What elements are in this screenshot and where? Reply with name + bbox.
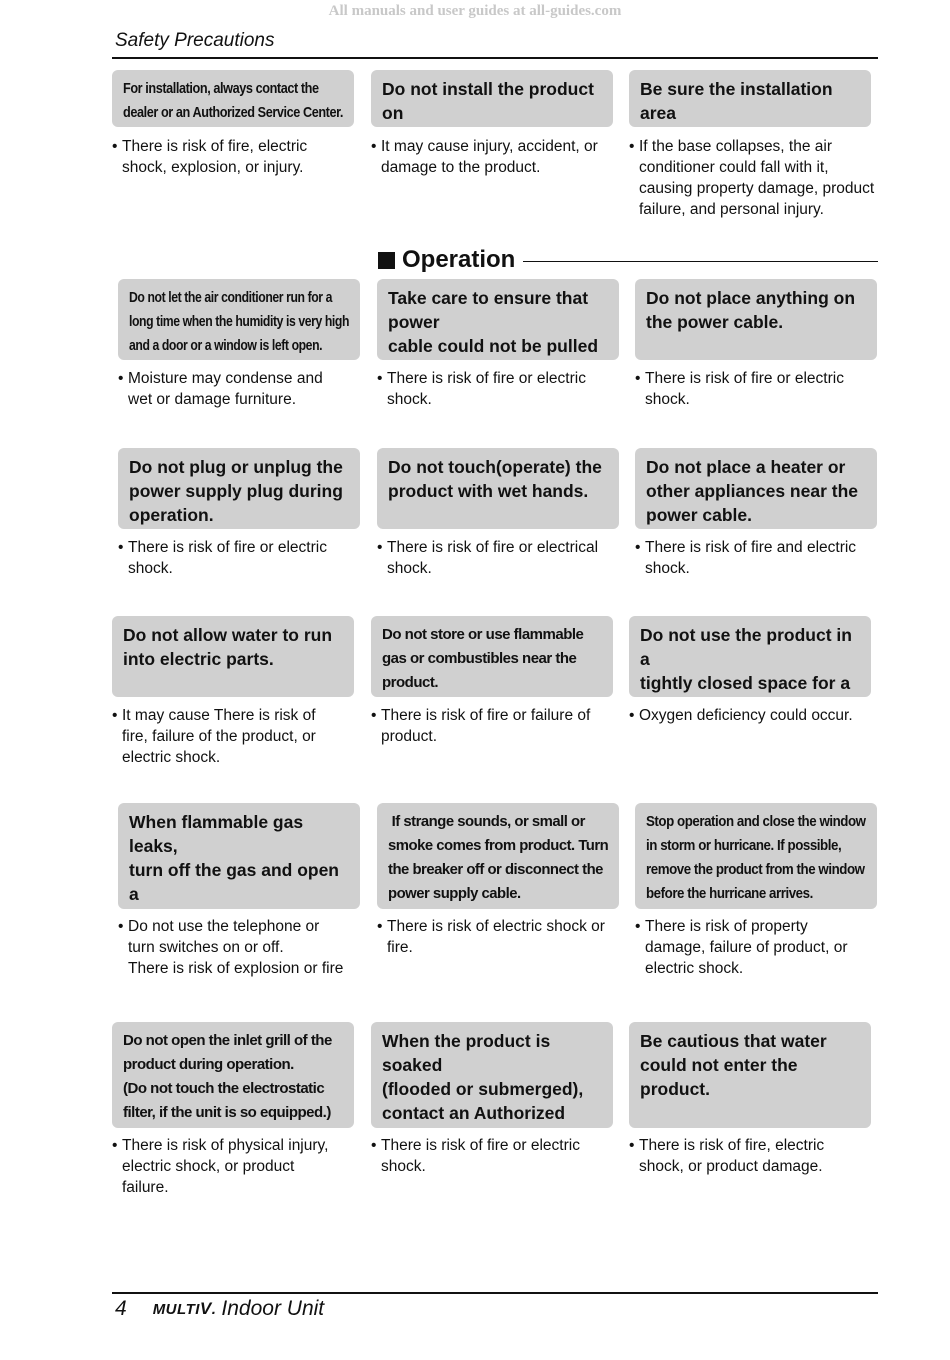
logo-dot: . xyxy=(211,1301,217,1318)
description-text: There is risk of fire or electric shock. xyxy=(387,370,586,408)
warning-description xyxy=(629,705,881,726)
warning-description xyxy=(112,136,364,178)
warning-description xyxy=(371,1135,623,1177)
bullet-icon: • xyxy=(118,918,124,935)
page-number: 4 xyxy=(115,1297,127,1320)
description-text: There is risk of fire, electric shock, or product damage. xyxy=(639,1137,825,1175)
description-text: If the base collapses, the air conditioner could fall with it, causing property damage, product failure, and personal injury. xyxy=(639,138,875,218)
description-text: There is risk of fire or electrical shock. xyxy=(387,539,599,577)
description-text: Do not use the telephone or turn switches on or off. There is risk of explosion or fire xyxy=(128,918,344,977)
bullet-icon: • xyxy=(118,539,124,556)
description-text: It may cause injury, accident, or damage to the product. xyxy=(381,138,598,176)
warning-box: Take care to ensure that power cable could not be pulled xyxy=(377,279,619,360)
warning-box: Do not place anything on the power cable. xyxy=(635,279,877,360)
bullet-icon: • xyxy=(629,707,635,724)
description-text: There is risk of physical injury, electric shock, or product failure. xyxy=(122,1137,329,1196)
description-text: There is risk of property damage, failure of product, or electric shock. xyxy=(645,918,848,977)
top-rule xyxy=(112,57,878,59)
description-text: There is risk of electric shock or fire. xyxy=(387,918,605,956)
warning-description xyxy=(629,1135,881,1177)
warning-description xyxy=(635,368,887,410)
description-text: There is risk of fire or electric shock. xyxy=(128,539,327,577)
warning-description xyxy=(118,368,370,410)
warning-box: Do not plug or unplug the power supply plug during operation. xyxy=(118,448,360,529)
multi-v-logo xyxy=(153,1299,217,1319)
bullet-icon: • xyxy=(629,138,635,155)
warning-box: Do not use the product in a tightly closed space for a xyxy=(629,616,871,697)
footer xyxy=(115,1296,324,1322)
footer-text: Indoor Unit xyxy=(221,1297,325,1320)
description-text: There is risk of fire or electric shock. xyxy=(645,370,844,408)
warning-box: Do not open the inlet grill of the product during operation. (Do not touch the electrostatic filter, if the unit is so equipped.) xyxy=(112,1022,354,1128)
bullet-icon: • xyxy=(635,918,641,935)
bullet-icon: • xyxy=(377,918,383,935)
operation-heading xyxy=(378,246,878,274)
watermark: All manuals and user guides at all-guides.com xyxy=(328,3,622,19)
warning-box: Be sure the installation area xyxy=(629,70,871,127)
warning-box: When flammable gas leaks, turn off the gas and open a xyxy=(118,803,360,909)
warning-description xyxy=(377,916,629,958)
description-text: It may cause There is risk of fire, failure of the product, or electric shock. xyxy=(122,707,316,766)
warning-description xyxy=(118,916,370,979)
warning-description xyxy=(635,537,887,579)
logo-text: MULTI xyxy=(152,1301,200,1318)
operation-heading-rule xyxy=(523,261,878,262)
bullet-icon: • xyxy=(377,370,383,387)
description-text: There is risk of fire or electric shock. xyxy=(381,1137,580,1175)
description-text: There is risk of fire, electric shock, explosion, or injury. xyxy=(122,138,308,176)
bullet-icon: • xyxy=(112,1137,118,1154)
bullet-icon: • xyxy=(371,138,377,155)
warning-description xyxy=(112,1135,364,1198)
warning-box: Do not install the product on xyxy=(371,70,613,127)
bullet-icon: • xyxy=(371,707,377,724)
description-text: There is risk of fire or failure of product. xyxy=(381,707,591,745)
bottom-rule xyxy=(112,1292,878,1294)
warning-description xyxy=(377,368,629,410)
logo-v: V xyxy=(199,1299,212,1318)
bullet-icon: • xyxy=(112,138,118,155)
warning-box xyxy=(112,70,354,127)
description-text: Moisture may condense and wet or damage furniture. xyxy=(128,370,323,408)
bullet-icon: • xyxy=(629,1137,635,1154)
warning-description xyxy=(629,136,881,220)
warning-box: Do not allow water to run into electric parts. xyxy=(112,616,354,697)
warning-description xyxy=(377,537,629,579)
operation-heading-text: Operation xyxy=(402,246,516,273)
description-text: Oxygen deficiency could occur. xyxy=(639,707,853,724)
bullet-icon: • xyxy=(112,707,118,724)
section-title: Safety Precautions xyxy=(115,30,275,51)
warning-box xyxy=(377,803,619,909)
warning-description xyxy=(118,537,370,579)
warning-box-text: Stop operation and close the window in storm or hurricane. If possible, remove the product from the window before the hurricane arrives. xyxy=(646,813,866,902)
warning-description xyxy=(112,705,364,768)
warning-box: Do not touch(operate) the product with wet hands. xyxy=(377,448,619,529)
bullet-icon: • xyxy=(635,539,641,556)
warning-description xyxy=(635,916,887,979)
warning-box xyxy=(635,803,877,909)
bullet-icon: • xyxy=(635,370,641,387)
warning-box-text: Do not let the air conditioner run for a long time when the humidity is very high and a door or a window is left open. xyxy=(129,289,350,354)
warning-box: Do not place a heater or other appliances near the power cable. xyxy=(635,448,877,529)
warning-box: Be cautious that water could not enter the product. xyxy=(629,1022,871,1128)
bullet-icon: • xyxy=(371,1137,377,1154)
warning-description xyxy=(371,705,623,747)
warning-box xyxy=(118,279,360,360)
warning-box: Do not store or use flammable gas or combustibles near the product. xyxy=(371,616,613,697)
bullet-icon: • xyxy=(118,370,124,387)
description-text: There is risk of fire and electric shock. xyxy=(645,539,857,577)
warning-box-text: For installation, always contact the dealer or an Authorized Service Center. xyxy=(123,80,344,121)
square-bullet-icon xyxy=(378,252,395,269)
warning-box: When the product is soaked (flooded or submerged), contact an Authorized xyxy=(371,1022,613,1128)
bullet-icon: • xyxy=(377,539,383,556)
warning-box-text: If strange sounds, or small or smoke comes from product. Turn the breaker off or disconnect the power supply cable. xyxy=(388,813,609,902)
warning-description xyxy=(371,136,623,178)
